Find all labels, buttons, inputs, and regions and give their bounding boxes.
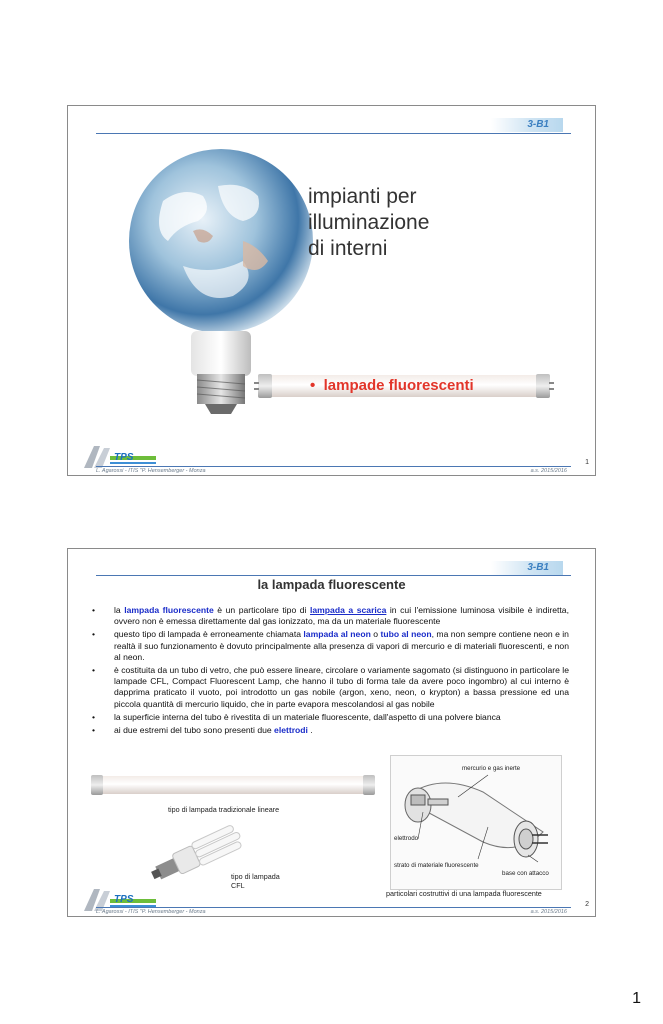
bullet-text: o [370,629,381,640]
bullet-list [88,605,569,738]
slide-page-number: 2 [585,901,589,908]
bullet-text: la [114,605,125,615]
bullet-item [88,725,569,736]
bullet-text: questo tipo di lampada è erroneamente chiamata [114,629,304,640]
highlight-term: lampada al neon [303,629,371,640]
bullet-text: . [307,725,313,736]
link-term[interactable]: lampada a scarica [310,605,387,615]
bullet-item: • è costituita da un tubo di vetro, che può essere lineare, circolare o variamente sagomato (si distinguono in particolare le lampade CFL, Compact Fluorescent Lamp, che hanno il tubo di forma tale da avere poco ingombro) al cui interno è dapprima praticato il vuoto, poi introdotto un gas nobile (argon, xeno, neon, o krypton) a bassa pressione ed una piccola quantità di mercurio liquido, che in parte evapora mescolandosi al gas nobile [88,665,569,710]
caption-cfl [231,872,280,890]
lamp-construction-diagram [398,767,558,867]
title-line-2: illuminazione [308,211,430,234]
header-rule [96,575,571,576]
linear-tube-image [88,773,378,797]
label-base: base con attacco [502,870,549,877]
caption-diagram: particolari costruttivi di una lampada fluorescente [386,889,542,898]
footer-author: L. Agarossi - ITIS "P. Hensemberger - Monza [96,909,206,915]
slide-code: 3-B1 [491,118,563,132]
tps-logo-text: TPS [114,894,134,905]
caption-linear-lamp: tipo di lampada tradizionale lineare [168,805,280,814]
title-line-3: di interni [308,237,388,260]
subtitle: • lampade fluorescenti [310,377,474,394]
footer-author: L. Agarossi - ITIS "P. Hensemberger - Monza [96,468,206,474]
caption-cfl-line-1: tipo di lampada [231,872,280,881]
subtitle-text: lampade fluorescenti [323,377,474,394]
bullet-text: , ma non sempre contiene neon e in realtà il suo funzionamento è dovuto principalmente alla presenza di vapori di mercurio e di materiali fluorescenti, e non al neon. [114,629,569,662]
bullet-item [88,605,569,627]
slide-page-number: 1 [585,459,589,466]
label-elettrodo: elettrodo [394,835,419,842]
sheet-page-number: 1 [632,990,641,1007]
bullet-text: in cui l'emissione luminosa visibile è indiretta, ovvero non è emessa direttamente dal gas ionizzato, ma da un materiale fluorescente [114,605,569,627]
footer-year: a.s. 2015/2016 [530,909,567,915]
bullet-item: • la superficie interna del tubo è rivestita di un materiale fluorescente, dall'aspetto di una polvere bianca [88,712,569,723]
header-rule [96,133,571,134]
highlight-term: elettrodi [274,725,308,736]
footer-rule [96,466,571,467]
tps-logo-text: TPS [114,452,134,463]
label-mercurio: mercurio e gas inerte [462,765,521,772]
highlight-term: lampada fluorescente [124,605,214,615]
slide-title: la lampada fluorescente [257,577,406,592]
bullet-text: è un particolare tipo di [213,605,310,615]
footer-rule [96,907,571,908]
title-line-1: impianti per [308,185,417,208]
slide-code: 3-B1 [491,561,563,575]
label-strato: strato di materiale fluorescente [394,862,479,869]
footer-year: a.s. 2015/2016 [530,468,567,474]
highlight-term: tubo al neon [380,629,432,640]
bullet-text: ai due estremi del tubo sono presenti due [114,725,275,736]
slide-2 [67,548,596,917]
slide-title [308,184,429,262]
slide-1 [67,105,596,476]
caption-cfl-line-2: CFL [231,881,245,890]
bullet-item [88,629,569,663]
